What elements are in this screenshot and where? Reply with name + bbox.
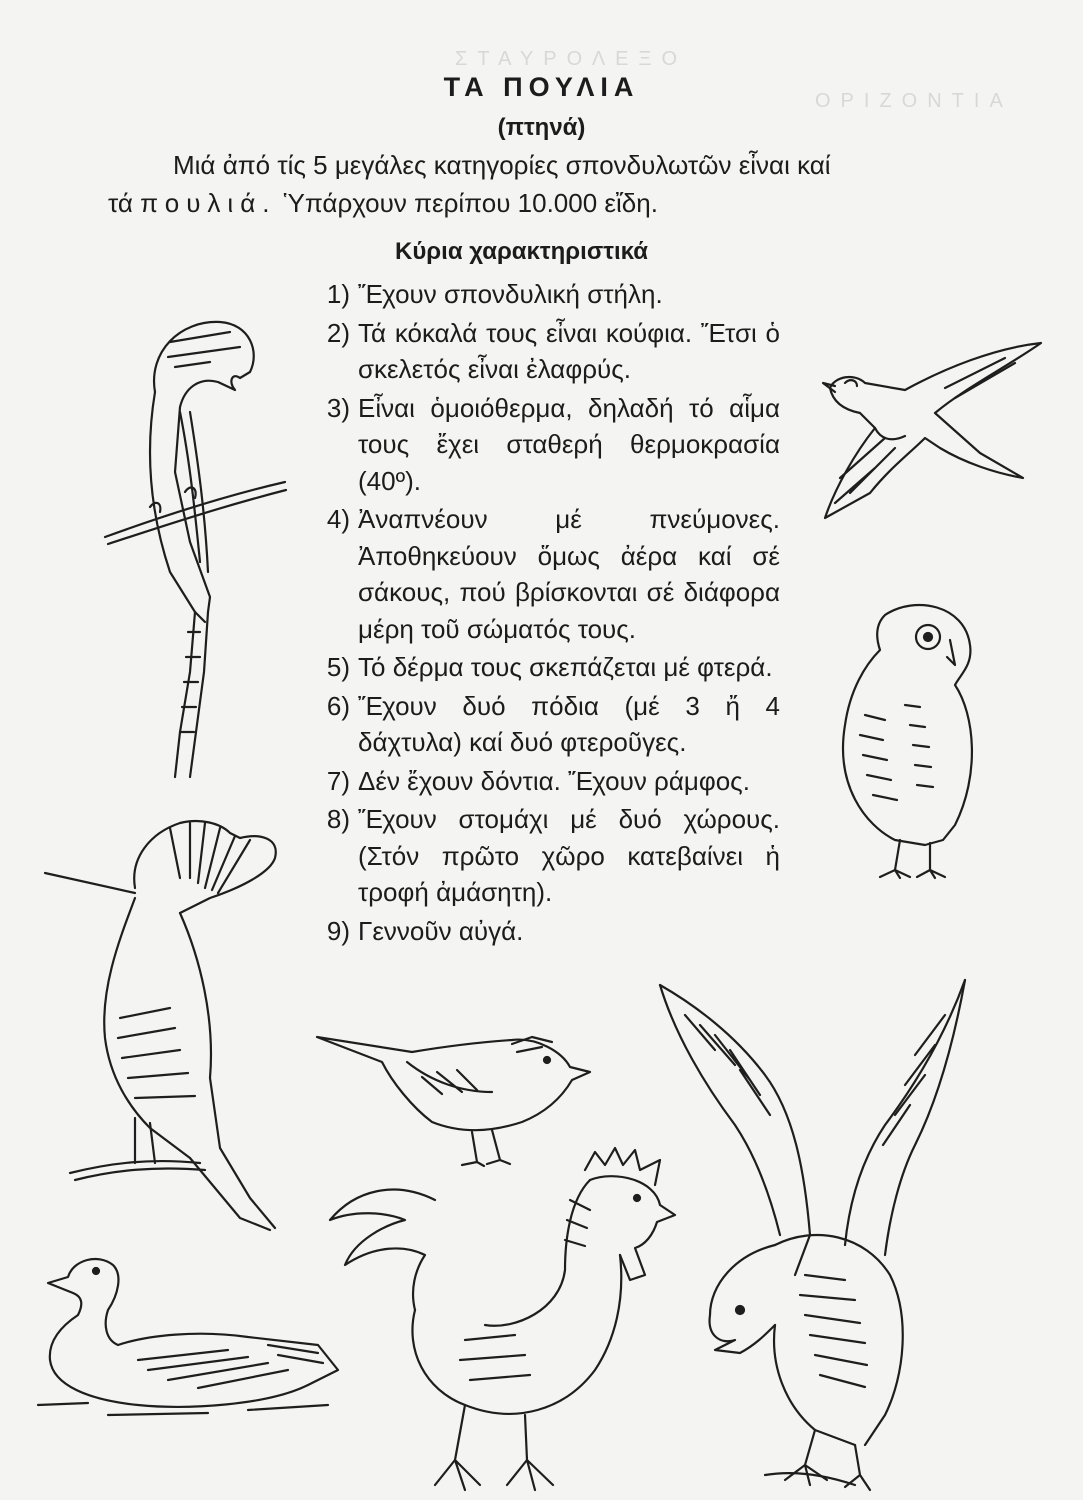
swallow-drawing xyxy=(805,328,1045,523)
item-number: 8) xyxy=(326,804,350,834)
item-text: Εἶναι ὁμοιόθερμα, δηλαδή τό αἷμα τους ἔχει σταθερή θερμοκρασία (40º). xyxy=(358,392,780,496)
item-text: Ἔχουν σπονδυλική στήλη. xyxy=(358,279,663,309)
bleed-through-top: ΣΤΑΥΡΟΛΕΞΟ xyxy=(455,48,688,70)
item-number: 2) xyxy=(326,317,350,348)
list-item xyxy=(300,276,780,313)
item-text: Γεννοῦν αὐγά. xyxy=(358,915,524,946)
intro-line-1: Μιά ἀπό τίς 5 μεγάλες κατηγορίες σπονδυλωτῶν εἶναι καί xyxy=(173,150,831,180)
list-item xyxy=(300,688,780,761)
intro-line-2-word: πουλιά. xyxy=(140,188,277,218)
hawk-drawing xyxy=(655,975,970,1495)
item-text: Ἔχουν δυό πόδια (μέ 3 ἤ 4 δάχτυλα) καί δυό φτεροῦγες. xyxy=(358,690,780,757)
hoopoe-drawing xyxy=(40,818,305,1238)
section-heading: Κύρια χαρακτηριστικά xyxy=(395,238,648,265)
list-item xyxy=(300,649,780,686)
item-number: 9) xyxy=(326,915,350,946)
list-item xyxy=(300,763,780,800)
item-text: Τά κόκαλά τους εἶναι κούφια. Ἔτσι ὁ σκελετός εἶναι ἐλαφρύς. xyxy=(358,317,780,384)
parrot-drawing xyxy=(100,312,290,782)
item-text: Ἔχουν στομάχι μέ δυό χώρους. (Στόν πρῶτο χῶρο κατεβαίνει ἡ τροφή ἀμάσητη). xyxy=(358,804,780,907)
page-title: ΤΑ ΠΟΥΛΙΑ xyxy=(443,72,640,102)
list-item xyxy=(300,501,780,647)
list-item xyxy=(300,913,780,950)
item-number: 6) xyxy=(326,690,350,721)
item-number: 4) xyxy=(326,504,350,534)
page-subtitle: (πτηνά) xyxy=(497,114,586,141)
owl-drawing xyxy=(825,595,985,880)
item-text: Τό δέρμα τους σκεπάζεται μέ φτερά. xyxy=(358,652,773,682)
characteristics-list xyxy=(300,276,780,951)
list-item xyxy=(300,390,780,500)
bleed-through-right: ΟΡΙΖΟΝΤΙΑ xyxy=(815,90,1013,112)
list-item xyxy=(300,801,780,911)
rooster-drawing xyxy=(315,1140,695,1495)
item-text: Ἀναπνέουν μέ πνεύμονες. Ἀποθηκεύουν ὅμως ἀέρα καί σέ σάκους, πού βρίσκονται σέ διάφορα μέρη τοῦ σώματός τους. xyxy=(358,504,780,644)
item-number: 5) xyxy=(326,652,350,682)
intro-line-2-end: Ὑπάρχουν περίπου 10.000 εἴδη. xyxy=(283,188,658,218)
duck-drawing xyxy=(28,1245,348,1425)
item-number: 3) xyxy=(326,392,350,423)
list-item xyxy=(300,315,780,388)
intro-line-2-start: τά xyxy=(108,188,133,218)
item-text: Δέν ἔχουν δόντια. Ἔχουν ράμφος. xyxy=(358,765,750,796)
item-number: 1) xyxy=(326,279,350,309)
intro-line-2 xyxy=(108,188,658,219)
item-number: 7) xyxy=(326,765,350,796)
